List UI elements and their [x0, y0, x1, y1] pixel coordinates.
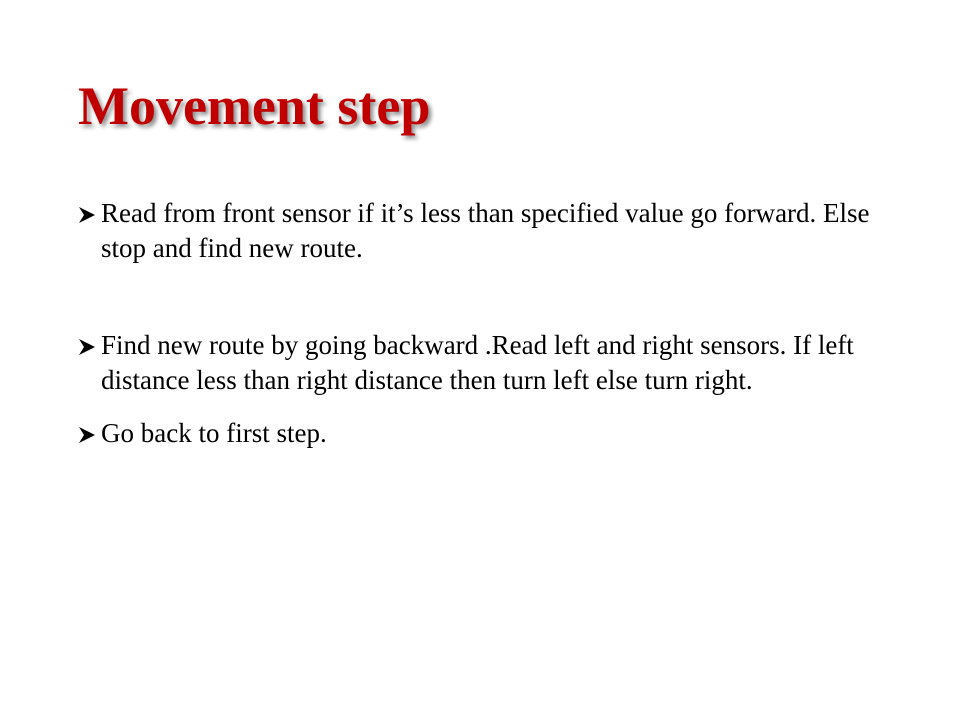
bullet-item [76, 196, 896, 266]
bullet-text: Go back to first step. [101, 418, 327, 448]
bullet-text: Read from front sensor if it’s less than specified value go forward. Else stop and find new route. [101, 198, 870, 263]
arrowhead-bullet-icon [78, 426, 96, 444]
arrowhead-bullet-icon [78, 338, 96, 356]
slide-title: Movement step [78, 76, 431, 136]
bullet-text: Find new route by going backward .Read left and right sensors. If left distance less than right distance then turn left else turn right. [101, 330, 854, 395]
bullet-list [76, 196, 896, 451]
arrowhead-bullet-icon [78, 206, 96, 224]
bullet-item [76, 328, 896, 398]
bullet-item [76, 416, 896, 451]
